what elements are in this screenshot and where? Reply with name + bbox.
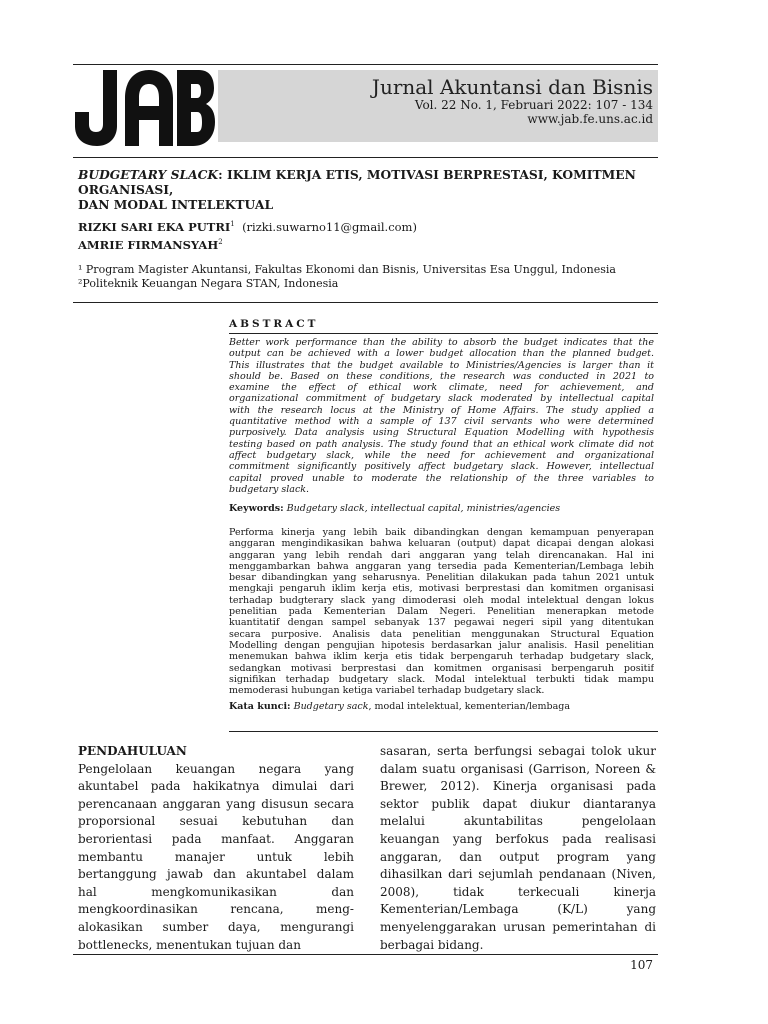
abstract-line: output can be achieved with a lower budget allocation than the planned budget. bbox=[229, 348, 654, 360]
journal-title: Jurnal Akuntansi dan Bisnis bbox=[371, 75, 653, 99]
affiliation-2: ²Politeknik Keuangan Negara STAN, Indonesia bbox=[78, 277, 339, 290]
body-left-line: mengkoordinasikan rencana, meng- bbox=[78, 902, 354, 917]
keywords-text: Budgetary slack, intellectual capital, ministries/agencies bbox=[283, 503, 561, 514]
section-heading: PENDAHULUAN bbox=[78, 744, 187, 758]
journal-website[interactable]: www.jab.fe.uns.ac.id bbox=[527, 112, 653, 126]
author-1-sup: 1 bbox=[230, 220, 235, 228]
body-left-line: membantu manajer untuk lebih bbox=[78, 849, 354, 864]
header-rule bbox=[73, 157, 658, 158]
kata-kunci-label: Kata kunci: bbox=[229, 701, 291, 712]
body-right-line: Kementerian/Lembaga (K/L) yang bbox=[380, 902, 656, 917]
abstrak-text bbox=[229, 527, 654, 696]
title-italic: BUDGETARY SLACK bbox=[78, 167, 219, 182]
abstract-heading-rule bbox=[229, 333, 658, 334]
abstract-line: This illustrates that the budget available to Ministries/Agencies is larger than it bbox=[229, 359, 654, 371]
body-right-line: sasaran, serta berfungsi sebagai tolok ukur bbox=[380, 744, 656, 758]
author-2-sup: 2 bbox=[218, 237, 223, 246]
abstrak-line: Performa kinerja yang lebih baik dibandingkan dengan kemampuan penyerapan bbox=[229, 527, 654, 538]
body-left-line: Pengelolaan keuangan negara yang bbox=[78, 761, 354, 776]
abstrak-line: mengkaji pengaruh iklim kerja etis, motivasi berprestasi dan komitmen organisasi bbox=[229, 583, 654, 595]
body-left-line: akuntabel pada hakikatnya dimulai dari bbox=[78, 779, 354, 794]
body-left-column bbox=[78, 743, 354, 954]
body-right-line: keuangan yang berfokus pada realisasi bbox=[380, 831, 656, 846]
abstrak-line: menggambarkan bahwa anggaran yang tersedia pada Kementerian/Lembaga lebih bbox=[229, 560, 654, 572]
abstrak-line: anggaran mengindikasikan bahwa keluaran (output) dapat dicapai dengan alokasi bbox=[229, 538, 654, 550]
abstract-line: organizational commitment of budgetary slack moderated by intellectual capital bbox=[229, 393, 654, 405]
abstrak-line: signifikan terhadap budgetary slack. Modal intelektual terbukti tidak mampu bbox=[229, 673, 654, 685]
abstract-line: testing based on path analysis. The study found that an ethical work climate did not bbox=[229, 438, 654, 450]
body-right-line: sektor publik dapat diukur diantaranya bbox=[380, 796, 656, 811]
article-title bbox=[78, 167, 658, 212]
body-right-line: berbagai bidang. bbox=[380, 937, 484, 952]
jab-logo bbox=[73, 68, 215, 146]
author-2: AMRIE FIRMANSYAH bbox=[78, 237, 219, 252]
body-right-line: Brewer, 2012). Kinerja organisasi pada bbox=[380, 779, 656, 794]
page-number: 107 bbox=[630, 958, 653, 972]
body-left-line: bertanggung jawab dan akuntabel dalam bbox=[78, 867, 354, 882]
abstract-line: affect budgetary slack, while the need for achievement and organizational bbox=[229, 449, 654, 461]
body-left-line: alokasikan sumber daya, mengurangi bbox=[78, 919, 354, 934]
abstrak-line: terhadap budgterary slack yang dimoderasi oleh modal intelektual dengan lokus bbox=[229, 594, 654, 606]
abstract-line: with the research locus at the Ministry of Home Affairs. The study applied a bbox=[229, 404, 654, 416]
footer-rule bbox=[73, 954, 658, 955]
kata-kunci-text: , modal intelektual, kementerian/lembaga bbox=[368, 701, 571, 712]
body-right-line: 2008), tidak terkecuali kinerja bbox=[380, 884, 656, 899]
body-right-line: dalam suatu organisasi (Garrison, Noreen & bbox=[380, 761, 656, 776]
affiliations bbox=[78, 263, 616, 291]
abstrak-line: menemukan bahwa iklim kerja etis tidak berpengaruh terhadap budgetary slack, bbox=[229, 651, 654, 663]
top-rule bbox=[73, 64, 658, 65]
body-left-line: proporsional sesuai kebutuhan dan bbox=[78, 814, 354, 829]
abstrak-line: anggaran yang lebih rendah dari anggaran yang telah direncanakan. Hal ini bbox=[229, 549, 654, 561]
abstrak-line: memoderasi hubungan ketiga variabel terhadap budgetary slack. bbox=[229, 685, 545, 697]
abstrak-line: Modelling dengan pengujian hipotesis berdasarkan jalur analisis. Hasil penelitian bbox=[229, 639, 654, 651]
abstract-text bbox=[229, 337, 654, 495]
keywords bbox=[229, 503, 560, 514]
abstract-line: quantitative method with a sample of 137 civil servants who were determined bbox=[229, 416, 654, 428]
body-left-line: berorientasi pada manfaat. Anggaran bbox=[78, 831, 354, 846]
abstract-line: budgetary slack. bbox=[229, 483, 310, 495]
abstract-line: Better work performance than the ability to absorb the budget indicates that the bbox=[229, 337, 654, 348]
abstrak-line: besar dibandingkan yang seharusnya. Penelitian dilakukan pada tahun 2021 untuk bbox=[229, 572, 654, 584]
abstract-line: purposively. Data analysis using Structural Equation Modelling with hypothesis bbox=[229, 427, 654, 439]
author-1-email[interactable]: (rizki.suwarno11@gmail.com) bbox=[242, 219, 417, 234]
body-left-line: perencanaan anggaran yang disusun secara bbox=[78, 796, 354, 811]
abstract-line: commitment significantly positively affect budgetary slack. However, intellectual bbox=[229, 461, 654, 473]
abstract-heading: ABSTRACT bbox=[229, 318, 319, 330]
body-right-line: dihasilkan dari sejumlah pendanaan (Niven, bbox=[380, 867, 656, 882]
body-left-line: hal mengkomunikasikan dan bbox=[78, 884, 354, 899]
authors bbox=[78, 217, 417, 253]
body-right-line: anggaran, dan output program yang bbox=[380, 849, 656, 864]
body-right-line: melalui akuntabilitas pengelolaan bbox=[380, 814, 656, 829]
author-1: RIZKI SARI EKA PUTRI bbox=[78, 219, 231, 234]
affiliation-1: ¹ Program Magister Akuntansi, Fakultas Ekonomi dan Bisnis, Universitas Esa Unggul, Indonesia bbox=[78, 263, 616, 276]
volume-info: Vol. 22 No. 1, Februari 2022: 107 - 134 bbox=[414, 98, 653, 112]
body-left-line: bottlenecks, menentukan tujuan dan bbox=[78, 937, 301, 952]
body-right-line: menyelenggarakan urusan pemerintahan di bbox=[380, 919, 656, 934]
abstract-line: examine the effect of ethical work climate, need for achievement, and bbox=[229, 382, 654, 394]
abstrak-line: secara purposive. Analisis data penelitian menggunakan Structural Equation bbox=[229, 628, 654, 640]
abstract-top-rule bbox=[73, 302, 658, 303]
abstract-bottom-rule bbox=[229, 731, 658, 732]
keywords-label: Keywords: bbox=[229, 503, 284, 514]
abstract-line: should be. Based on these conditions, the research was conducted in 2021 to bbox=[229, 370, 654, 382]
abstrak-line: kuantitatif dengan sampel sebanyak 137 pegawai negeri sipil yang ditentukan bbox=[229, 617, 654, 629]
kata-kunci bbox=[229, 701, 570, 712]
abstrak-line: sedangkan motivasi berprestasi dan komitmen organisasi berpengaruh positif bbox=[229, 662, 654, 674]
title-line1: : IKLIM KERJA ETIS, MOTIVASI BERPRESTASI, KOMITMEN ORGANISASI, bbox=[78, 167, 636, 197]
title-line2: DAN MODAL INTELEKTUAL bbox=[78, 197, 274, 212]
abstrak-line: penelitian pada Kementerian Dalam Negeri. Penelitian menerapkan metode bbox=[229, 606, 654, 618]
kata-kunci-italic: Budgetary sack bbox=[290, 701, 369, 712]
body-right-column bbox=[380, 743, 656, 954]
abstract-line: capital proved unable to moderate the relationship of the three variables to bbox=[229, 472, 654, 484]
